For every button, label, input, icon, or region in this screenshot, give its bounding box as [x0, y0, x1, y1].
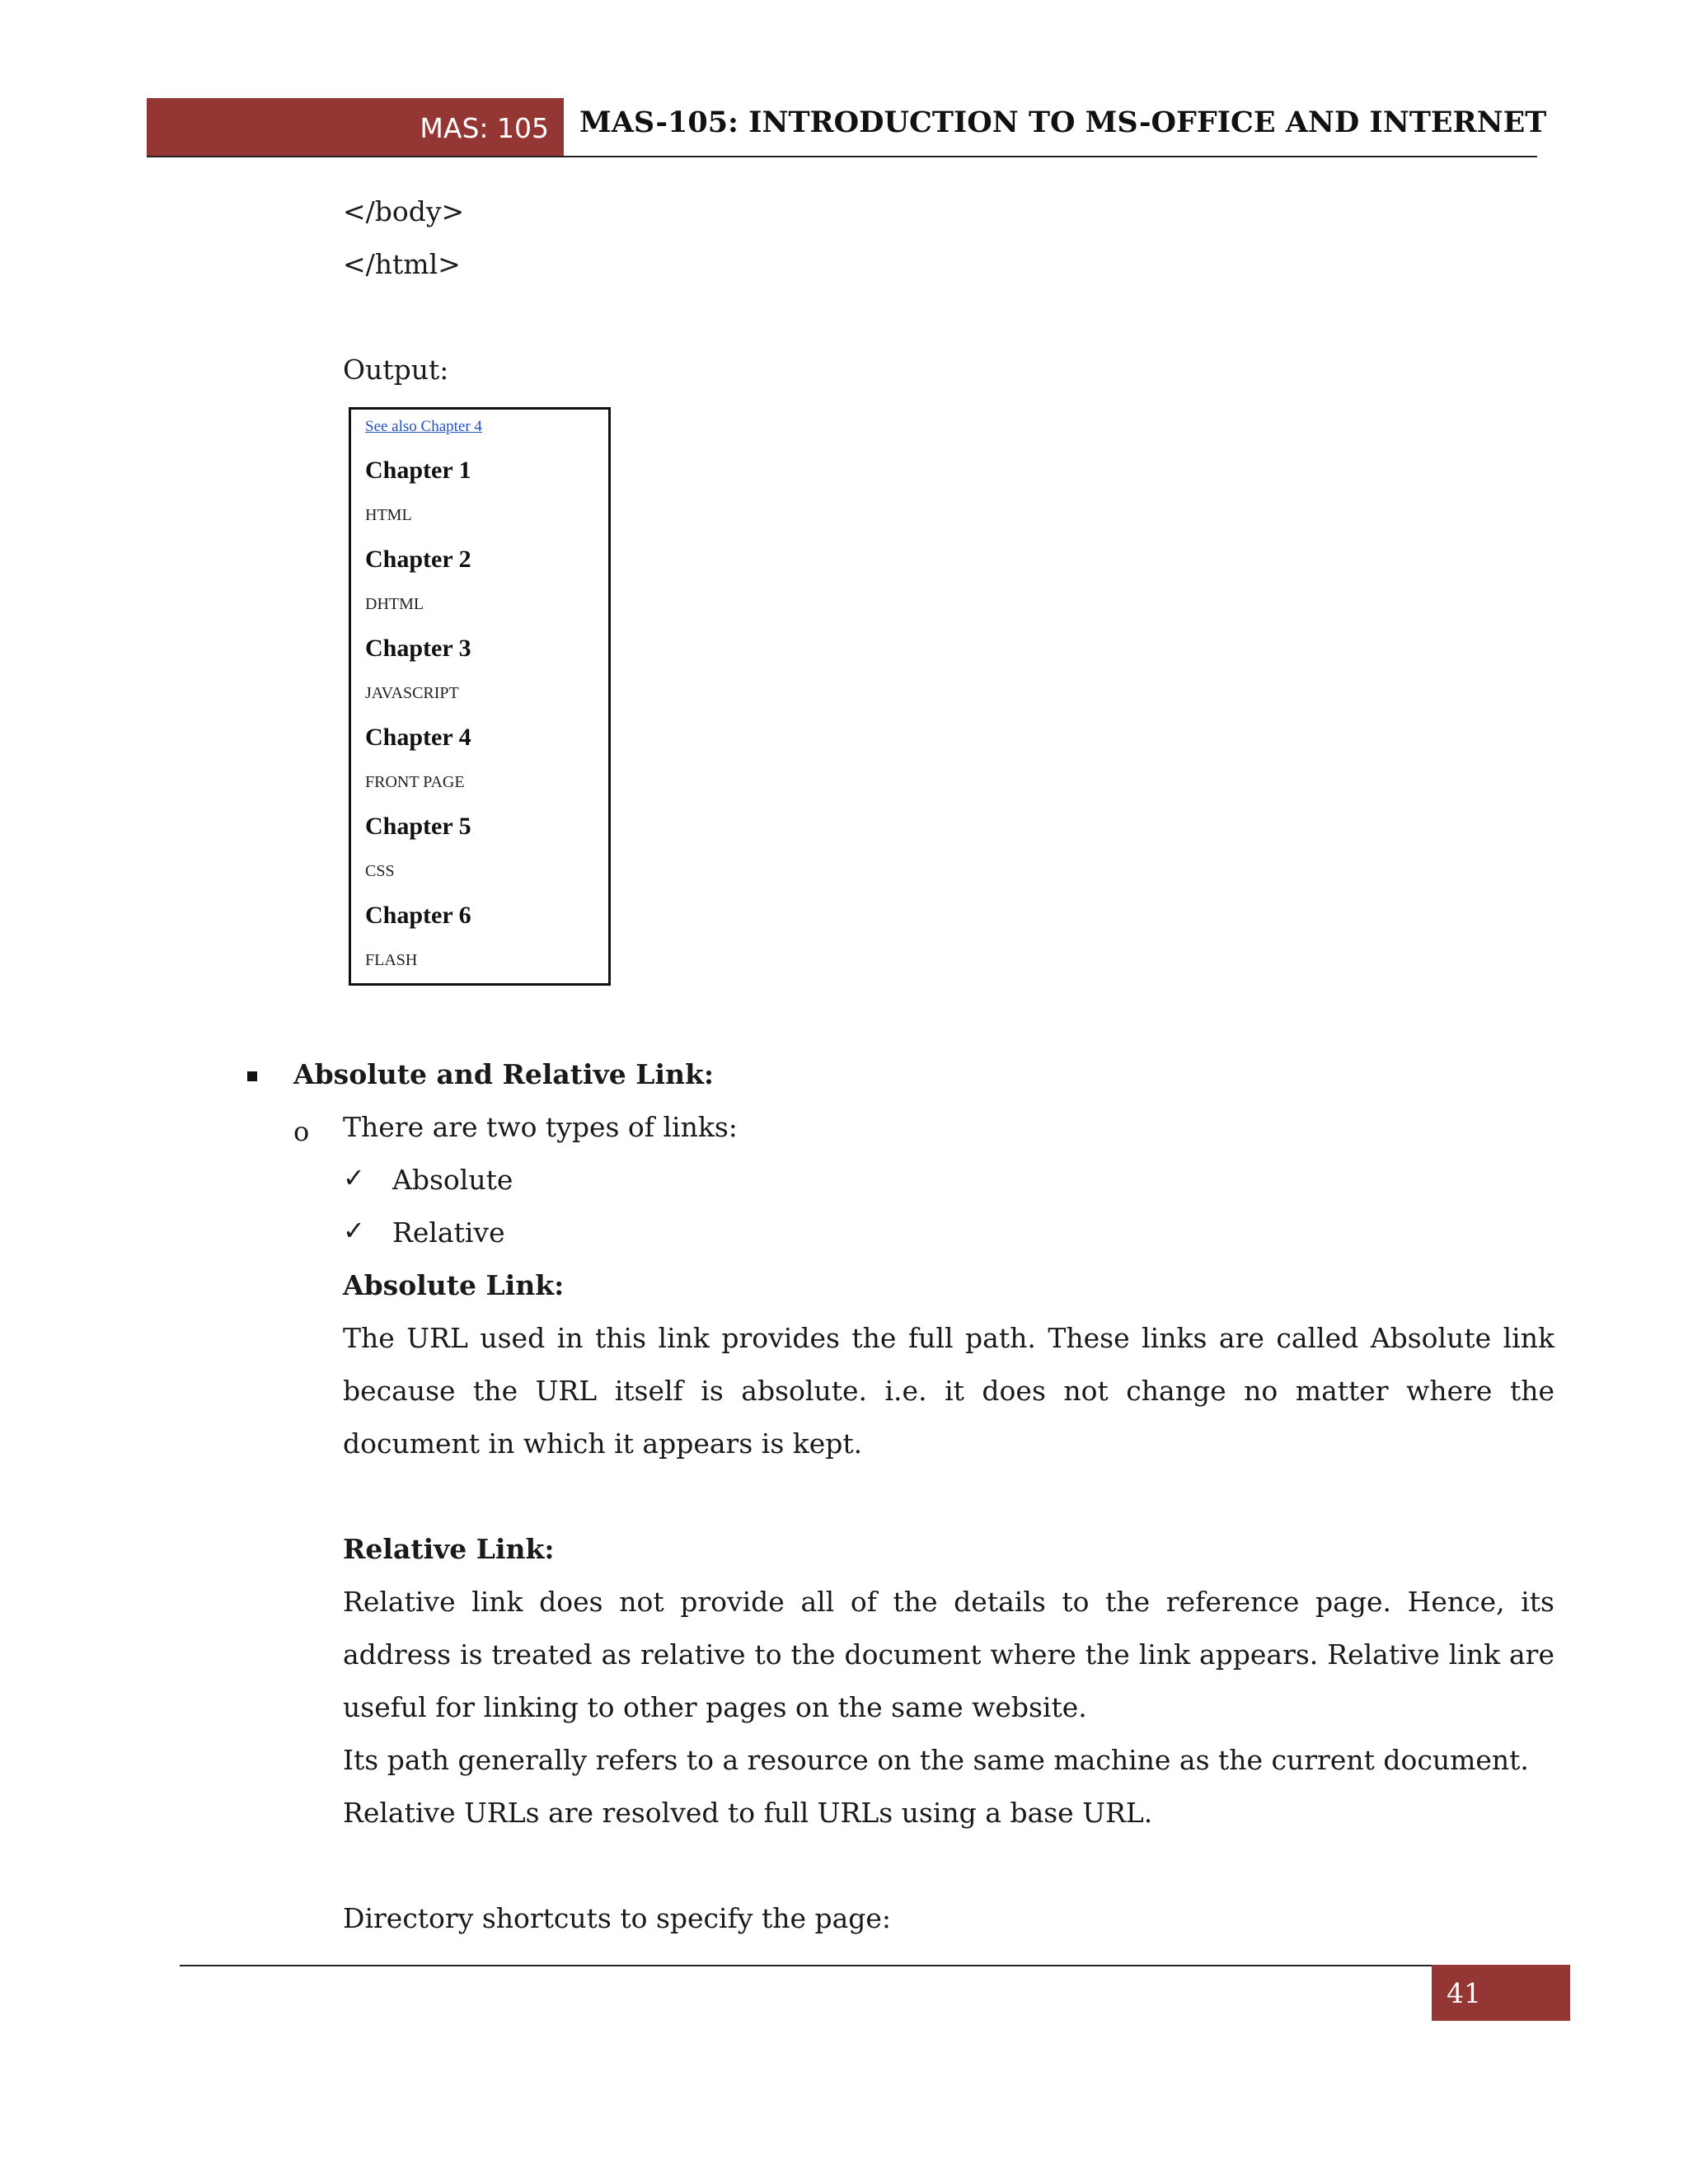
chapter-text: JAVASCRIPT: [365, 684, 459, 702]
header-code: MAS: 105: [420, 111, 549, 144]
chapter-heading: Chapter 3: [365, 635, 471, 662]
checkmark-icon: ✓: [343, 1162, 365, 1193]
code-line-html-close: </html>: [343, 248, 461, 280]
directory-shortcuts-text: Directory shortcuts to specify the page:: [343, 1902, 892, 1934]
chapter-heading: Chapter 5: [365, 813, 471, 840]
chapter-text: CSS: [365, 862, 395, 880]
relative-link-heading: Relative Link:: [343, 1533, 555, 1565]
footer-rule: [180, 1965, 1570, 1966]
output-preview-box: [349, 407, 611, 986]
checkmark-icon: ✓: [343, 1215, 365, 1246]
link-type-absolute: Absolute: [392, 1164, 513, 1196]
circle-bullet-icon: o: [293, 1116, 310, 1147]
chapter-text: HTML: [365, 506, 412, 524]
absolute-link-paragraph: The URL used in this link provides the full path. These links are called Absolute link because the URL itself is absolute. i.e. it does not change no matter where the document in which it appears is kept.: [343, 1322, 1554, 1460]
chapter-text: FLASH: [365, 951, 418, 969]
absolute-link-heading: Absolute Link:: [343, 1269, 565, 1301]
header-code-badge: [147, 98, 564, 157]
output-label: Output:: [343, 354, 449, 386]
section-title: Absolute and Relative Link:: [293, 1058, 715, 1090]
relative-link-paragraph-2: Its path generally refers to a resource on the same machine as the current document. Relative URLs are resolved to full URLs using a base URL.: [343, 1744, 1529, 1829]
code-line-body-close: </body>: [343, 195, 465, 227]
section-intro: There are two types of links:: [343, 1111, 738, 1143]
page-number: 41: [1447, 1976, 1481, 2009]
chapter-heading: Chapter 1: [365, 457, 471, 484]
see-also-link[interactable]: See also Chapter 4: [365, 418, 482, 435]
chapter-text: FRONT PAGE: [365, 773, 465, 791]
square-bullet-icon: [247, 1071, 257, 1081]
header-title: MAS-105: INTRODUCTION TO MS-OFFICE AND INTERNET: [579, 105, 1547, 139]
relative-link-paragraph: Relative link does not provide all of the details to the reference page. Hence, its address is treated as relative to the document where the link appears. Relative link are useful for linking to other pages on the same website.: [343, 1586, 1554, 1723]
chapter-heading: Chapter 2: [365, 546, 471, 573]
chapter-heading: Chapter 4: [365, 724, 471, 751]
page-number-badge: [1432, 1965, 1570, 2021]
chapter-heading: Chapter 6: [365, 902, 471, 929]
header-rule: [147, 156, 1537, 157]
link-type-relative: Relative: [392, 1216, 505, 1249]
chapter-text: DHTML: [365, 595, 424, 613]
